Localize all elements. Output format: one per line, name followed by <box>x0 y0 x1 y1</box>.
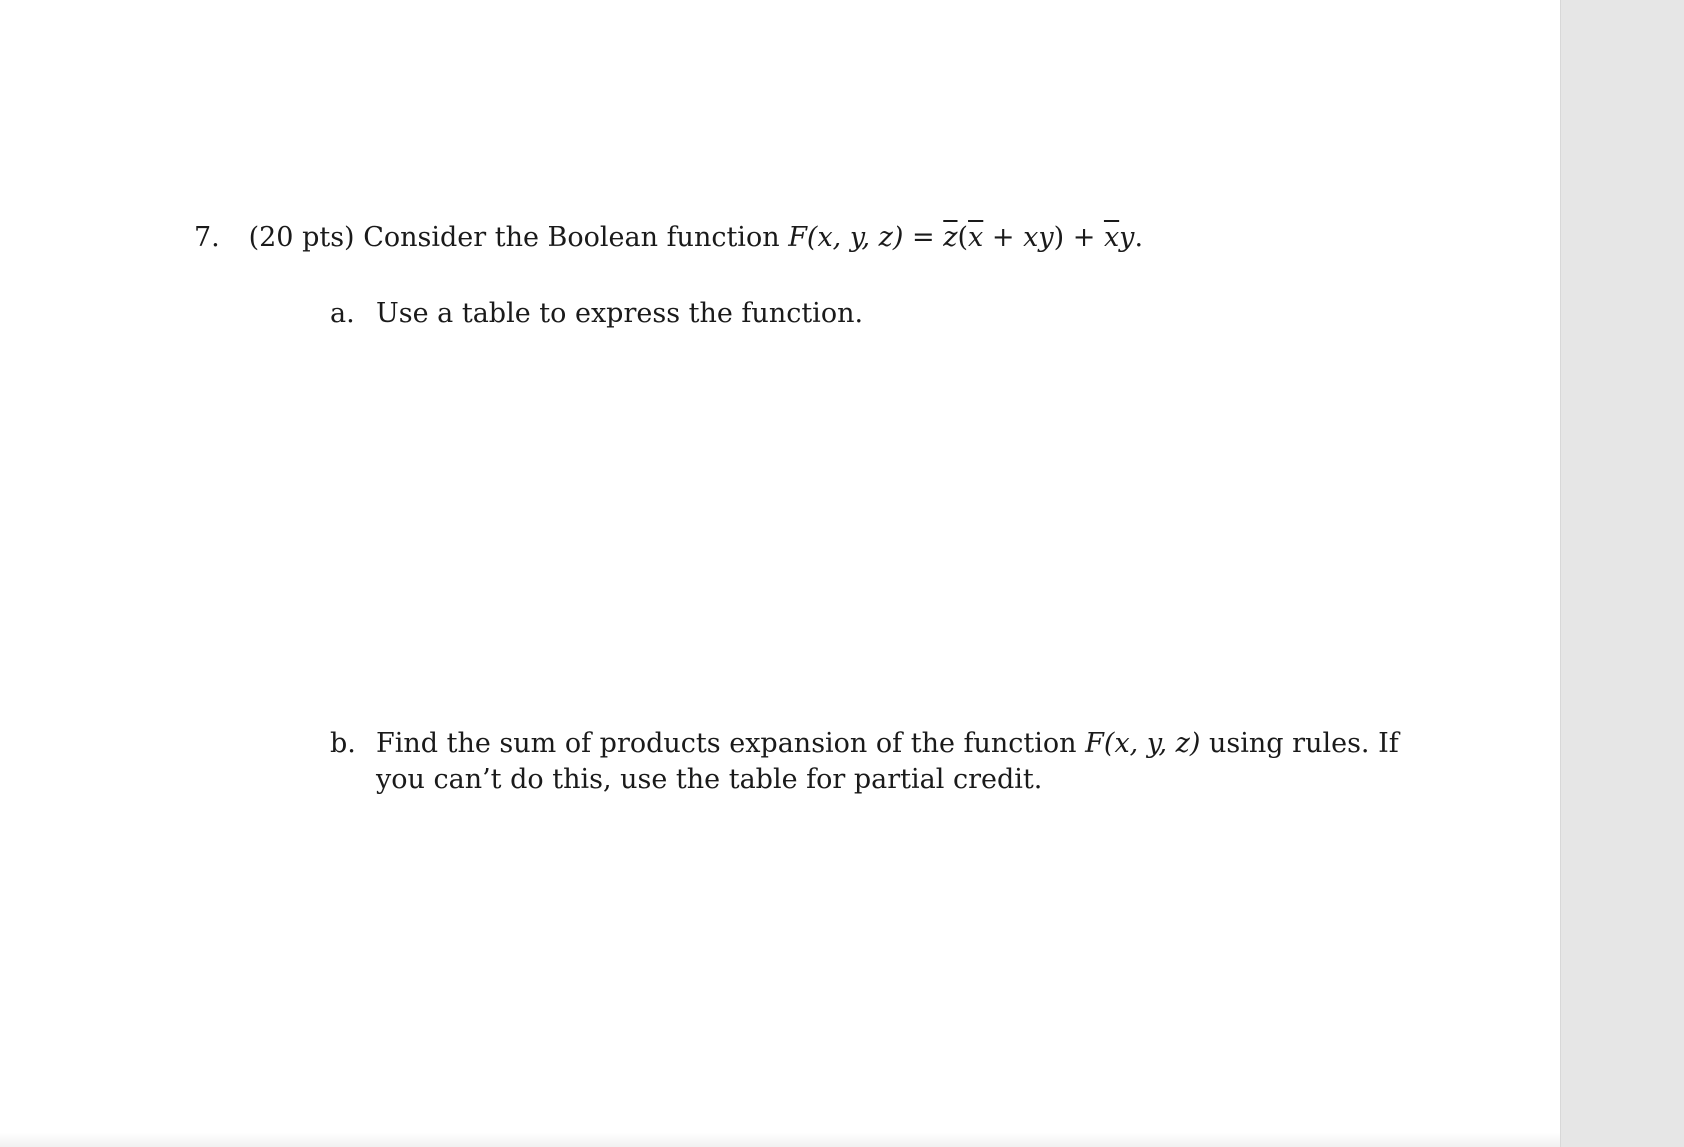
z-bar: $\overline{z}$ <box>943 222 958 253</box>
plus-sign-2: + <box>1072 222 1096 253</box>
question-number: 7. <box>194 222 220 253</box>
plus-sign: + <box>991 222 1015 253</box>
x-bar: $\overline{x}$ <box>968 222 984 253</box>
part-a-label: a. <box>330 298 355 329</box>
close-paren: ) <box>1053 222 1065 253</box>
y-term: y <box>1119 222 1135 253</box>
function-lhs: F(x, y, z) <box>788 222 904 253</box>
part-b-function: F(x, y, z) <box>1085 728 1201 759</box>
part-a-text: Use a table to express the function. <box>376 298 864 329</box>
part-b <box>330 726 1440 799</box>
part-b-text-before: Find the sum of products expansion of the function <box>376 728 1077 759</box>
question-7 <box>194 222 1143 254</box>
page-bottom-shadow <box>0 1133 1560 1147</box>
function-expression <box>788 222 1143 253</box>
x-bar-2: $\overline{x}$ <box>1103 222 1120 253</box>
xy-term: xy <box>1023 222 1054 253</box>
part-a <box>330 296 1440 332</box>
equals-sign: = <box>912 222 935 253</box>
part-b-text <box>376 726 1416 799</box>
question-points: (20 pts) <box>248 222 355 253</box>
part-b-label: b. <box>330 728 356 759</box>
open-paren: ( <box>957 222 969 253</box>
viewer-margin <box>1560 0 1684 1147</box>
question-intro: Consider the Boolean function <box>363 222 780 253</box>
part-b-text-after: using rules. If you can’t do this, use the table for partial credit. <box>376 728 1399 796</box>
period: . <box>1134 222 1144 253</box>
